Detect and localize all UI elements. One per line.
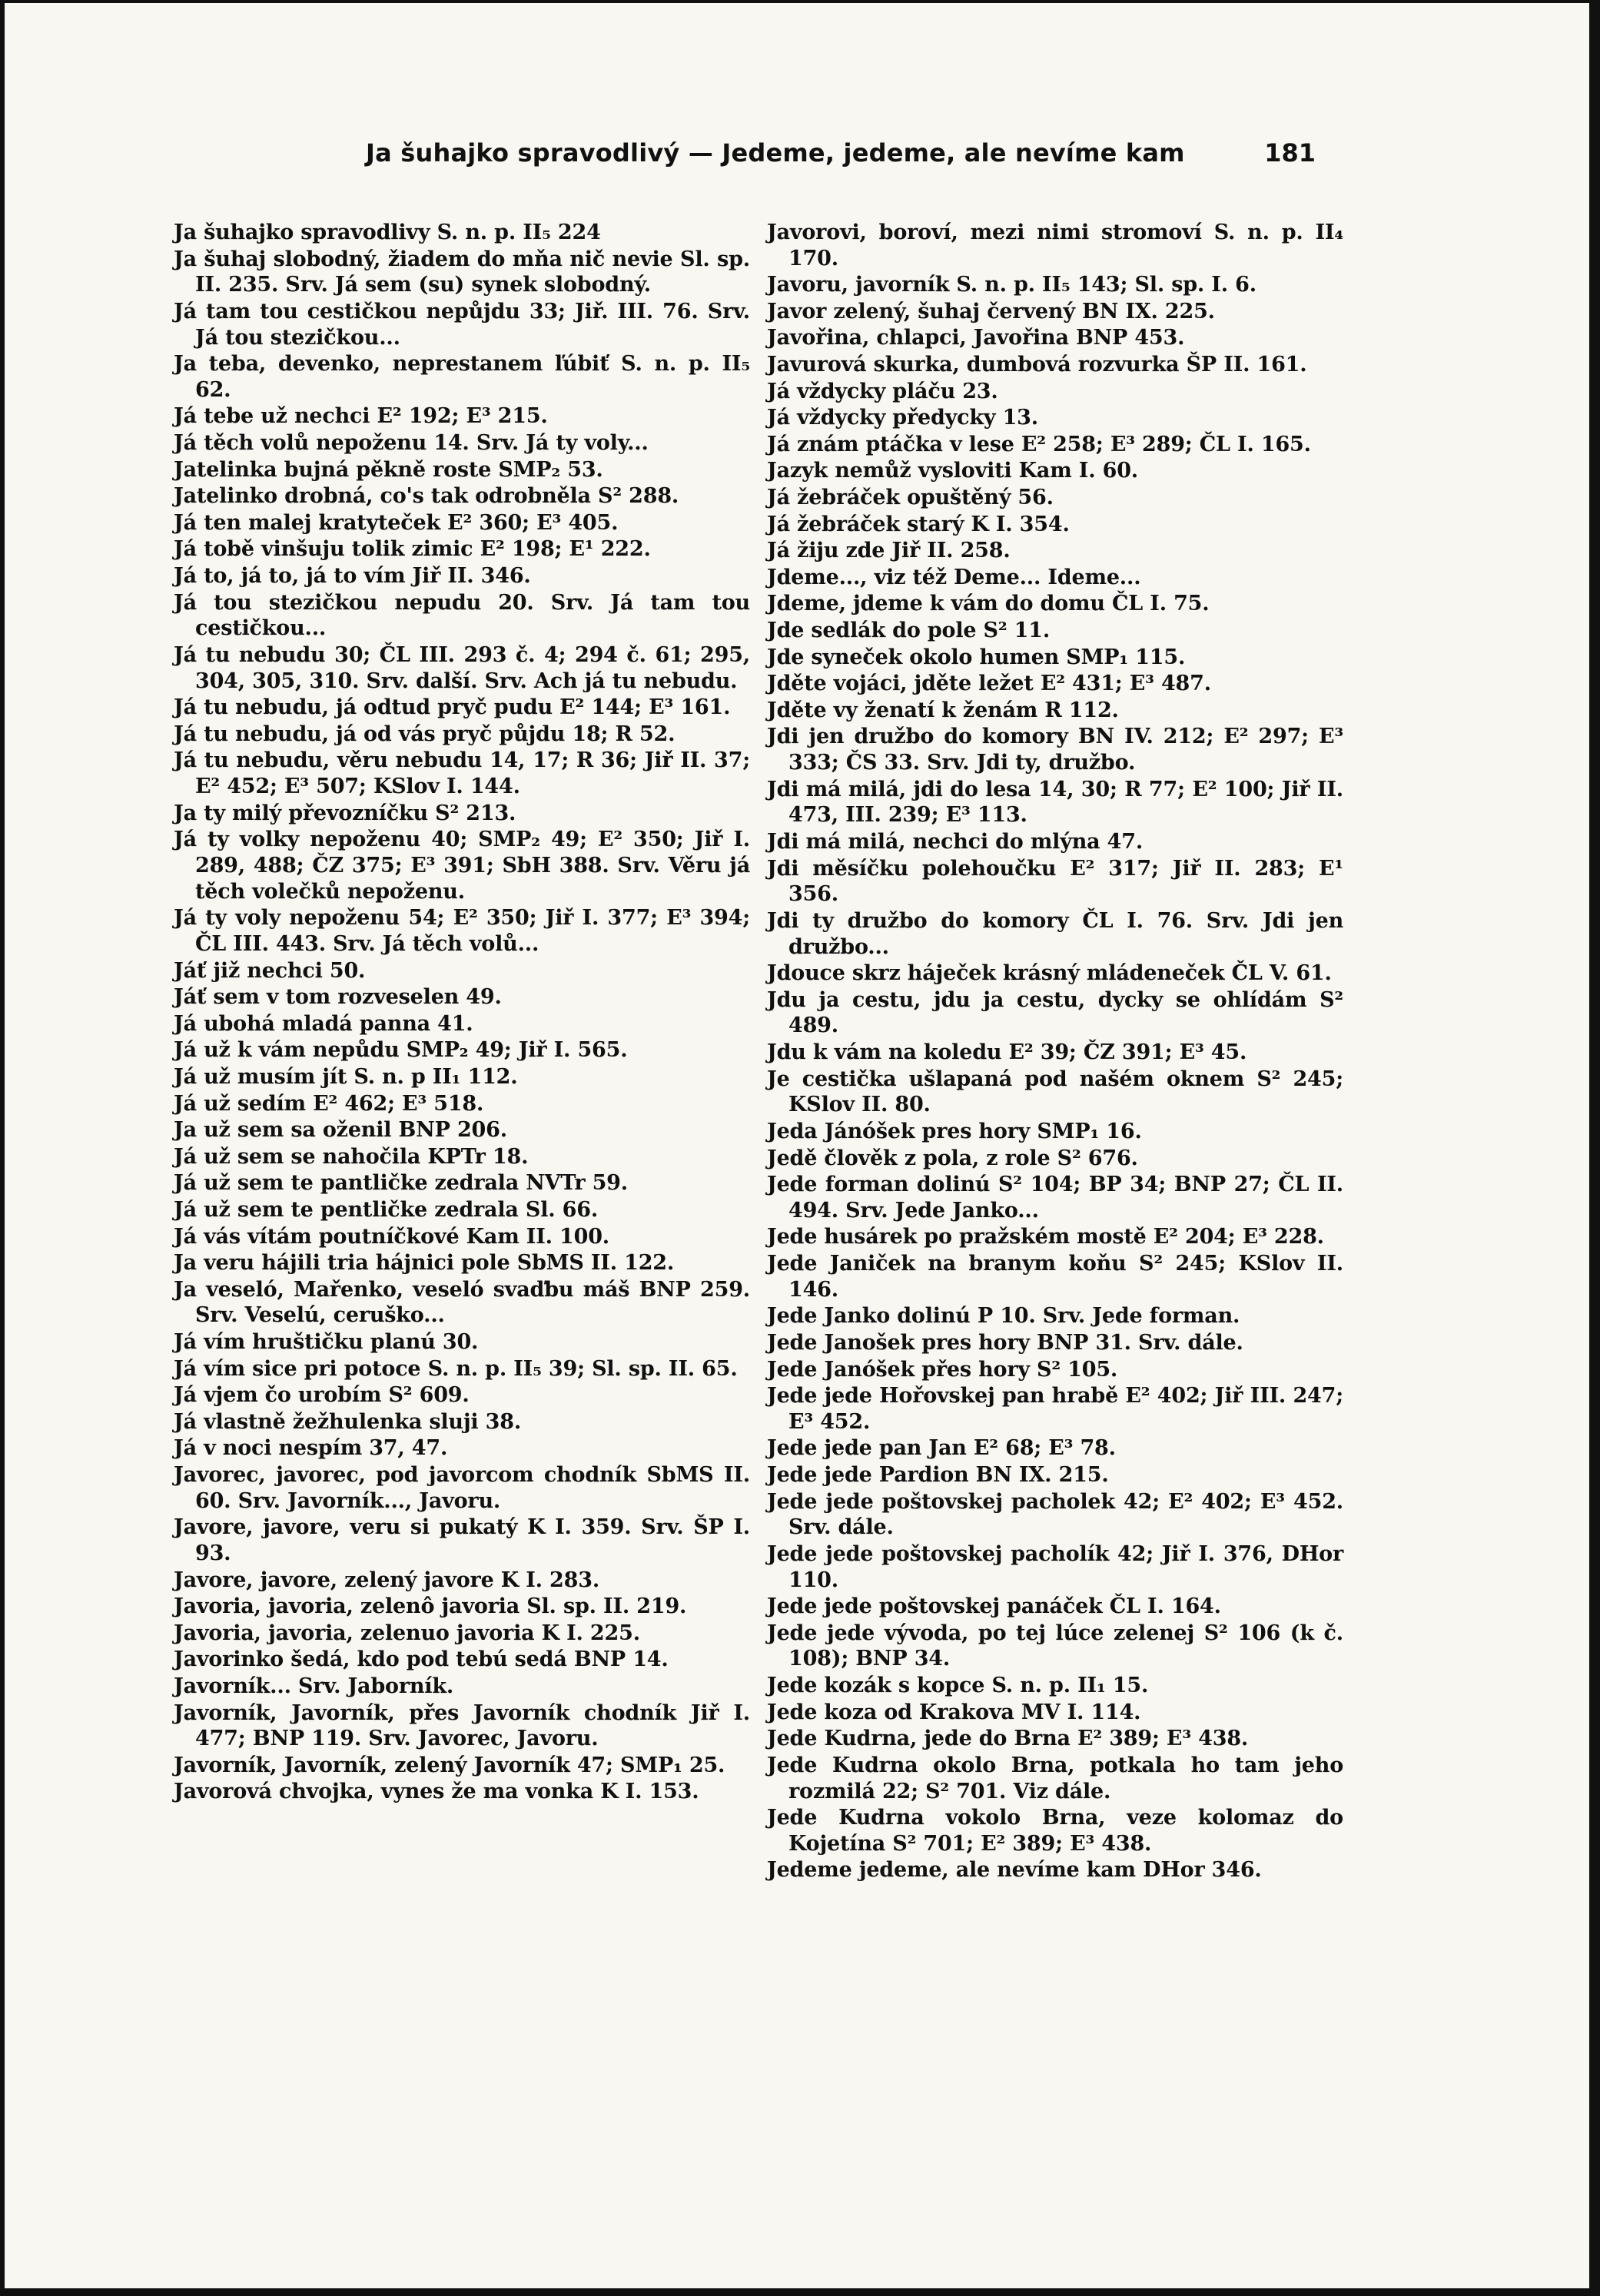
index-entry: Jdi má milá, jdi do lesa 14, 30; R 77; E² 100; Jiř II. 473, III. 239; E³ 113.	[767, 777, 1343, 828]
index-entry: Jede jede Hořovskej pan hrabě E² 402; Jiř III. 247; E³ 452.	[767, 1384, 1343, 1434]
index-entry: Jede Janko dolinú P 10. Srv. Jede forman.	[767, 1304, 1240, 1329]
right-column	[767, 220, 1343, 1884]
index-entry: Jdeme..., viz též Deme... Ideme...	[767, 565, 1141, 589]
index-entry: Jděte vojáci, jděte ležet E² 431; E³ 487.	[767, 672, 1211, 696]
index-entry: Jede Janiček na branym koňu S² 245; KSlov II. 146.	[767, 1252, 1343, 1302]
left-column	[174, 220, 750, 1806]
index-entry: Já vždycky předycky 13.	[767, 406, 1038, 430]
index-entry: Javorinko šedá, kdo pod tebú sedá BNP 14.	[174, 1647, 669, 1672]
index-entry: Já vím hruštičku planú 30.	[174, 1330, 479, 1355]
index-entry: Já tu nebudu 30; ČL III. 293 č. 4; 294 č. 61; 295, 304, 305, 310. Srv. další. Srv. Ach já tu nebudu.	[174, 642, 750, 693]
index-entry: Javor zelený, šuhaj červený BN IX. 225.	[767, 299, 1215, 323]
index-entry: Jede forman dolinú S² 104; BP 34; BNP 27; ČL II. 494. Srv. Jede Janko...	[767, 1173, 1343, 1223]
index-entry: Já už sedím E² 462; E³ 518.	[174, 1091, 484, 1116]
index-entry: Já tu nebudu, já odtud pryč pudu E² 144; E³ 161.	[174, 695, 731, 720]
index-entry: Já vlastně žežhulenka sluji 38.	[174, 1409, 522, 1434]
index-entry: Je cestička ušlapaná pod našém oknem S² 245; KSlov II. 80.	[767, 1067, 1343, 1117]
index-entry: Jdi má milá, nechci do mlýna 47.	[767, 829, 1144, 854]
index-entry: Já těch volů nepoženu 14. Srv. Já ty voly...	[174, 431, 649, 456]
index-entry: Jedeme jedeme, ale nevíme kam DHor 346.	[767, 1858, 1262, 1883]
index-entry: Javorec, javorec, pod javorcom chodník SbMS II. 60. Srv. Javorník..., Javoru.	[174, 1463, 750, 1513]
index-entry: Já žebráček opuštěný 56.	[767, 486, 1054, 510]
index-entry: Jede Kudrna, jede do Brna E² 389; E³ 438.	[767, 1727, 1249, 1751]
index-entry: Jedě člověk z pola, z role S² 676.	[767, 1146, 1138, 1170]
index-entry: Javorník, Javorník, přes Javorník chodník Jiř I. 477; BNP 119. Srv. Javorec, Javoru.	[174, 1700, 750, 1751]
index-entry: Jde syneček okolo humen SMP₁ 115.	[767, 645, 1186, 669]
index-entry: Já tam tou cestičkou nepůjdu 33; Jiř. III. 76. Srv. Já tou stezičkou...	[174, 299, 750, 350]
index-entry: Já tobě vinšuju tolik zimic E² 198; E¹ 222.	[174, 537, 651, 562]
index-entry: Ja veseló, Mařenko, veseló svaďbu máš BNP 259. Srv. Veselú, ceruško...	[174, 1277, 750, 1328]
index-entry: Javorník, Javorník, zelený Javorník 47; SMP₁ 25.	[174, 1753, 725, 1777]
index-entry: Já vždycky pláču 23.	[767, 379, 998, 403]
index-entry: Já tou stezičkou nepudu 20. Srv. Já tam tou cestičkou...	[174, 590, 750, 641]
index-entry: Jede husárek po pražském mostě E² 204; E³ 228.	[767, 1225, 1324, 1249]
index-entry: Jede Janošek pres hory BNP 31. Srv. dále.	[767, 1330, 1243, 1355]
page-number: 181	[1264, 138, 1316, 168]
index-entry: Jdeme, jdeme k vám do domu ČL I. 75.	[767, 592, 1210, 616]
index-entry: Jděte vy ženatí k ženám R 112.	[767, 698, 1119, 722]
index-entry: Jáť již nechci 50.	[174, 958, 366, 983]
index-entry: Javore, javore, veru si pukatý K I. 359. Srv. ŠP I. 93.	[174, 1515, 750, 1565]
index-entry: Já v noci nespím 37, 47.	[174, 1436, 448, 1461]
index-entry: Já to, já to, já to vím Jiř II. 346.	[174, 564, 531, 589]
index-entry: Jáť sem v tom rozveselen 49.	[174, 985, 502, 1010]
index-entry: Já žiju zde Jiř II. 258.	[767, 539, 1011, 563]
index-entry: Já vím sice pri potoce S. n. p. II₅ 39; Sl. sp. II. 65.	[174, 1356, 738, 1381]
index-entry: Jdu k vám na koledu E² 39; ČZ 391; E³ 45.	[767, 1040, 1247, 1065]
index-entry: Javoria, javoria, zelenuo javoria K I. 225.	[174, 1621, 640, 1645]
index-entry: Ja šuhajko spravodlivy S. n. p. II₅ 224	[174, 221, 601, 244]
index-entry: Já už k vám nepůdu SMP₂ 49; Jiř I. 565.	[174, 1038, 628, 1063]
index-entry: Jede jede poštovskej pacholek 42; E² 402; E³ 452. Srv. dále.	[767, 1489, 1343, 1540]
index-entry: Já už sem te pantličke zedrala NVTr 59.	[174, 1171, 628, 1196]
index-entry: Jede kozák s kopce S. n. p. II₁ 15.	[767, 1674, 1149, 1698]
index-entry: Jdi jen družbo do komory BN IV. 212; E² 297; E³ 333; ČS 33. Srv. Jdi ty, družbo.	[767, 725, 1343, 775]
index-entry: Já už sem se nahočila KPTr 18.	[174, 1144, 529, 1169]
index-entry: Ja šuhaj slobodný, žiadem do mňa nič nevie Sl. sp. II. 235. Srv. Já sem (su) synek slobodný.	[174, 247, 750, 297]
index-entry: Javoru, javorník S. n. p. II₅ 143; Sl. sp. I. 6.	[767, 273, 1256, 297]
index-entry: Já tu nebudu, já od vás pryč půjdu 18; R 52.	[174, 722, 676, 746]
index-entry: Já žebráček starý K I. 354.	[767, 512, 1070, 536]
index-entry: Ja ty milý převozníčku S² 213.	[174, 801, 516, 825]
index-entry: Jazyk nemůž vysloviti Kam I. 60.	[767, 459, 1138, 483]
index-entry: Já už sem te pentličke zedrala Sl. 66.	[174, 1197, 599, 1222]
index-entry: Jede jede Pardion BN IX. 215.	[767, 1463, 1109, 1487]
index-entry: Jede Kudrna vokolo Brna, veze kolomaz do Kojetína S² 701; E² 389; E³ 438.	[767, 1806, 1343, 1856]
index-entry: Já vjem čo urobím S² 609.	[174, 1383, 470, 1408]
index-entry: Jdi ty družbo do komory ČL I. 76. Srv. Jdi jen družbo...	[767, 908, 1343, 959]
index-entry: Javurová skurka, dumbová rozvurka ŠP II. 161.	[767, 353, 1307, 377]
index-entry: Jede Kudrna okolo Brna, potkala ho tam jeho rozmilá 22; S² 701. Viz dále.	[767, 1753, 1343, 1803]
index-entry: Já ty voly nepoženu 54; E² 350; Jiř I. 377; E³ 394; ČL III. 443. Srv. Já těch volů...	[174, 906, 750, 957]
index-entry: Jede Janóšek přes hory S² 105.	[767, 1357, 1118, 1382]
index-entry: Já ubohá mladá panna 41.	[174, 1011, 473, 1036]
index-entry: Jeda Jánóšek pres hory SMP₁ 16.	[767, 1119, 1142, 1143]
index-entry: Jede jede poštovskej panáček ČL I. 164.	[767, 1594, 1221, 1619]
index-entry: Já ten malej kratyteček E² 360; E³ 405.	[174, 510, 619, 535]
index-entry: Já tu nebudu, věru nebudu 14, 17; R 36; Jiř II. 37; E² 452; E³ 507; KSlov I. 144.	[174, 748, 750, 799]
index-entry: Ja veru hájili tria hájnici pole SbMS II. 122.	[174, 1251, 675, 1276]
index-entry: Javorovi, boroví, mezi nimi stromoví S. n. p. II₄ 170.	[767, 221, 1343, 270]
page-header	[5, 138, 1589, 184]
index-entry: Ja už sem sa oženil BNP 206.	[174, 1118, 507, 1143]
index-entry: Jdu ja cestu, jdu ja cestu, dycky se ohlídám S² 489.	[767, 987, 1343, 1038]
index-entry: Jede jede poštovskej pacholík 42; Jiř I. 376, DHor 110.	[767, 1541, 1343, 1592]
index-entry: Javorová chvojka, vynes že ma vonka K I. 153.	[174, 1780, 699, 1804]
index-entry: Já vás vítám poutníčkové Kam II. 100.	[174, 1224, 609, 1249]
index-entry: Jdouce skrz háječek krásný mládeneček ČL V. 61.	[767, 961, 1332, 986]
index-entry: Jede koza od Krakova MV I. 114.	[767, 1700, 1141, 1724]
index-entry: Jatelinka bujná pěkně roste SMP₂ 53.	[174, 457, 603, 482]
index-entry: Jde sedlák do pole S² 11.	[767, 619, 1051, 643]
index-entry: Ja teba, devenko, neprestanem ľúbiť S. n. p. II₅ 62.	[174, 352, 750, 402]
index-entry: Já znám ptáčka v lese E² 258; E³ 289; ČL I. 165.	[767, 432, 1311, 456]
page	[5, 3, 1589, 2288]
running-head: Ja šuhajko spravodlivý — Jedeme, jedeme, ale nevíme kam	[366, 138, 1185, 168]
index-entry: Javore, javore, zelený javore K I. 283.	[174, 1568, 600, 1592]
index-entry: Jatelinko drobná, co's tak odrobněla S² 288.	[174, 484, 679, 509]
index-entry: Já ty volky nepoženu 40; SMP₂ 49; E² 350; Jiř I. 289, 488; ČZ 375; E³ 391; SbH 388. Srv. Věru já těch volečků nepoženu.	[174, 828, 750, 904]
index-entry: Javořina, chlapci, Javořina BNP 453.	[767, 326, 1185, 350]
index-entry: Jede jede pan Jan E² 68; E³ 78.	[767, 1436, 1116, 1461]
index-entry: Jdi měsíčku polehoučku E² 317; Jiř II. 283; E¹ 356.	[767, 856, 1343, 907]
index-entry: Javorník... Srv. Jaborník.	[174, 1674, 454, 1698]
index-entry: Já už musím jít S. n. p II₁ 112.	[174, 1064, 518, 1089]
index-entry: Já tebe už nechci E² 192; E³ 215.	[174, 404, 548, 429]
index-entry: Javoria, javoria, zelenô javoria Sl. sp. II. 219.	[174, 1594, 687, 1619]
index-entry: Jede jede vývoda, po tej lúce zelenej S² 106 (k č. 108); BNP 34.	[767, 1621, 1343, 1671]
